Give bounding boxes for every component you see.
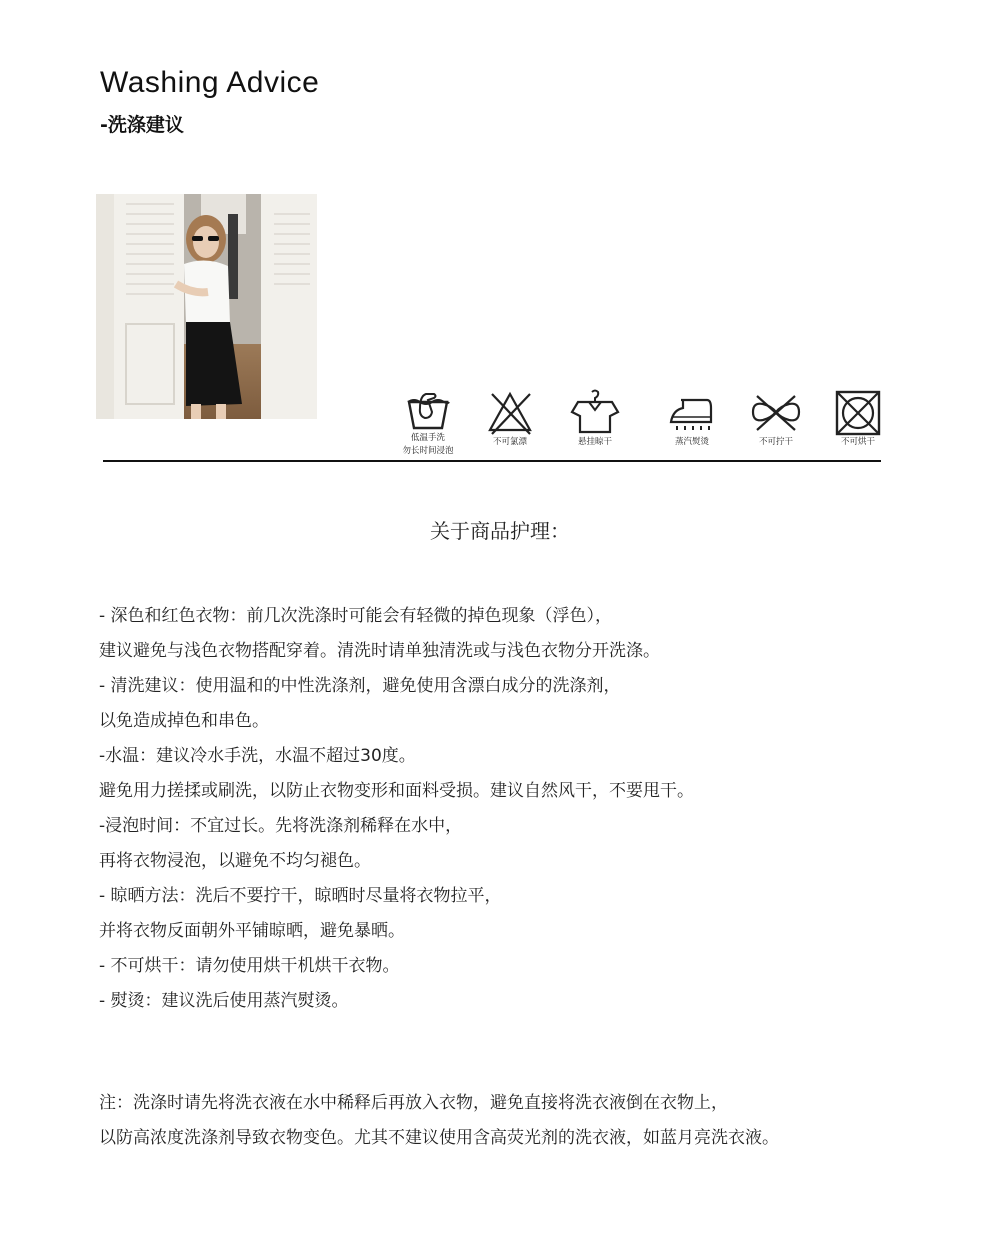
no-tumble-dry-icon [833, 388, 883, 436]
divider [103, 460, 881, 462]
section-title: 关于商品护理： [430, 519, 570, 543]
steam-iron-icon [667, 388, 717, 436]
instruction-line: - 清洗建议：使用温和的中性洗涤剂，避免使用含漂白成分的洗涤剂， [99, 676, 621, 696]
care-no-wring [746, 388, 806, 449]
care-label: 不可氯漂 [492, 437, 527, 447]
instruction-line: 以免造成掉色和串色。 [99, 711, 269, 731]
care-icons-row [380, 388, 885, 464]
product-photo [96, 194, 317, 419]
care-hand-wash [388, 388, 468, 458]
instruction-line: 避免用力搓揉或刷洗，以防止衣物变形和面料受损。建议自然风干，不要甩干。 [99, 781, 694, 801]
care-instructions [99, 599, 939, 1019]
instruction-line: - 不可烘干：请勿使用烘干机烘干衣物。 [99, 956, 400, 976]
instruction-line: -浸泡时间：不宜过长。先将洗涤剂稀释在水中， [99, 816, 463, 836]
hand-wash-icon [404, 388, 452, 432]
care-label: 不可烘干 [840, 437, 875, 447]
care-label: 低温手洗 [410, 433, 445, 443]
instruction-line: 建议避免与浅色衣物搭配穿着。清洗时请单独清洗或与浅色衣物分开洗涤。 [99, 641, 660, 661]
care-no-tumble-dry [827, 388, 889, 449]
care-hang-dry [565, 388, 625, 449]
care-label-2: 勿长时间浸泡 [402, 446, 454, 456]
hang-dry-icon [570, 388, 620, 436]
instruction-line: - 晾晒方法：洗后不要拧干，晾晒时尽量将衣物拉平， [99, 886, 502, 906]
no-wring-icon [749, 388, 803, 436]
note-line: 以防高浓度洗涤剂导致衣物变色。尤其不建议使用含高荧光剂的洗衣液，如蓝月亮洗衣液。 [99, 1128, 779, 1148]
page-subtitle: -洗涤建议 [100, 114, 184, 136]
care-label: 悬挂晾干 [577, 437, 612, 447]
instruction-line: - 熨烫：建议洗后使用蒸汽熨烫。 [99, 991, 349, 1011]
no-bleach-icon [486, 388, 534, 436]
page-title: Washing Advice [100, 66, 320, 99]
instruction-line: -水温：建议冷水手洗，水温不超过30度。 [99, 746, 416, 766]
note-line: 注：洗涤时请先将洗衣液在水中稀释后再放入衣物，避免直接将洗衣液倒在衣物上， [99, 1093, 728, 1113]
instruction-line: 再将衣物浸泡，以避免不均匀褪色。 [99, 851, 371, 871]
care-label: 不可拧干 [758, 437, 793, 447]
care-no-bleach [480, 388, 540, 449]
instruction-line: - 深色和红色衣物：前几次洗涤时可能会有轻微的掉色现象（浮色）， [99, 606, 613, 626]
care-steam-iron [662, 388, 722, 449]
instruction-line: 并将衣物反面朝外平铺晾晒，避免暴晒。 [99, 921, 405, 941]
note [99, 1086, 959, 1156]
care-label: 蒸汽熨烫 [674, 437, 709, 447]
